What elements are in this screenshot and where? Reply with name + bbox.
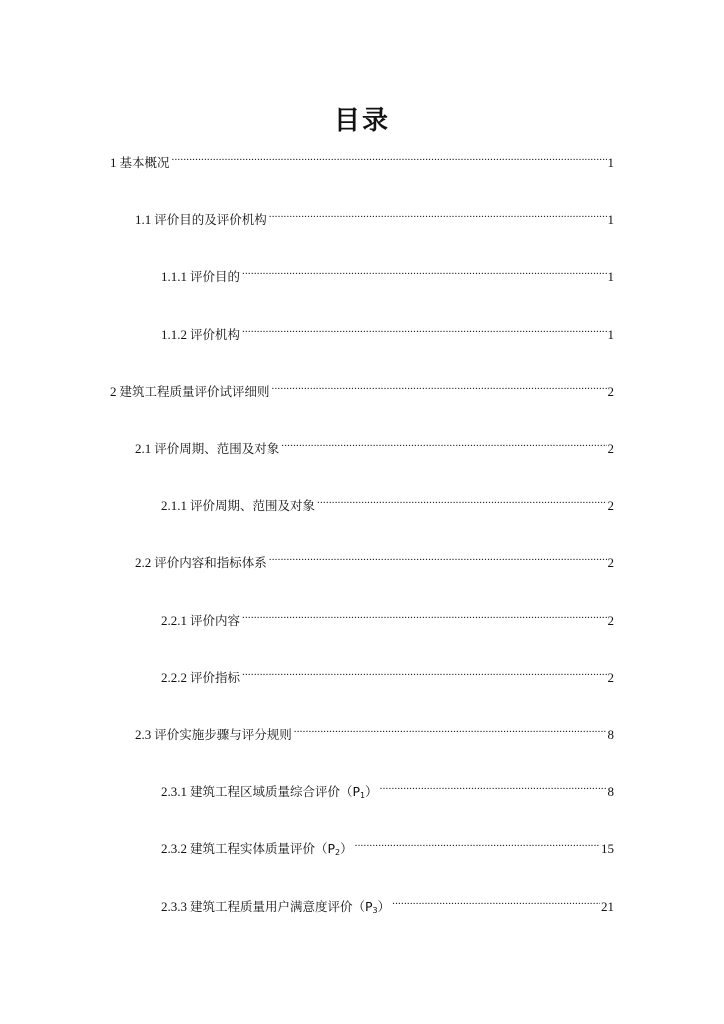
toc-entry-number: 2.1.1: [161, 498, 187, 514]
toc-entry[interactable]: [135, 204, 614, 228]
toc-dot-leader: [272, 376, 607, 396]
toc-entry[interactable]: [110, 147, 614, 170]
toc-dot-leader: [355, 833, 600, 853]
toc-entry[interactable]: [161, 833, 614, 858]
toc-page-number: 2: [607, 498, 614, 514]
toc-entry-suffix: ）: [365, 784, 378, 800]
toc-entry-number: 2.2.1: [161, 612, 187, 628]
toc-page-number: 2: [607, 441, 614, 456]
toc-entry-number: 1.1: [135, 212, 152, 228]
toc-entry-title: 评价周期、范围及对象: [154, 441, 280, 456]
toc-entry-title: 评价内容和指标体系: [154, 555, 267, 571]
toc-entry-number: 2.3.3: [161, 898, 187, 914]
toc-entry-title: 评价指标: [190, 669, 241, 685]
toc-entry-number: 2.3.2: [161, 841, 187, 857]
toc-dot-leader: [242, 662, 606, 682]
toc-page-number: 15: [601, 841, 614, 857]
toc-entry[interactable]: [161, 490, 614, 514]
toc-page-number: 21: [601, 898, 614, 914]
toc-entry-subscript: 3: [372, 905, 378, 915]
toc-page-number: 1: [607, 155, 614, 170]
toc-entry-subscript: 1: [360, 791, 366, 801]
toc-entry-title: 评价内容: [190, 612, 241, 628]
toc-entry[interactable]: [161, 319, 614, 342]
toc-entry-title: 评价实施步骤与评分规则: [154, 727, 292, 742]
toc-entry-number: 2.2: [135, 555, 152, 571]
toc-dot-leader: [242, 319, 606, 339]
toc-entry-number: 2.2.2: [161, 669, 187, 685]
toc-entry-number: 2.3: [135, 727, 152, 742]
toc-entry-number: 1: [110, 155, 117, 170]
toc-entry-number: 2.1: [135, 441, 152, 456]
toc-dot-leader: [242, 605, 606, 625]
toc-entry[interactable]: [135, 547, 614, 571]
toc-entry-number: 2.3.1: [161, 784, 187, 800]
toc-entry[interactable]: [110, 376, 614, 399]
toc-title: 目录: [333, 106, 390, 136]
toc-entry-number: 1.1.1: [161, 269, 187, 285]
toc-page-number: 1: [607, 326, 614, 342]
toc-entry-title: 评价机构: [190, 326, 241, 342]
toc-entry-number: 2: [110, 383, 117, 399]
toc-entry-subscript: 2: [335, 848, 341, 858]
toc-entry[interactable]: [161, 662, 614, 685]
toc-page-number: 8: [607, 727, 614, 742]
toc-entry-number: 1.1.2: [161, 326, 187, 342]
toc-page-number: 2: [607, 555, 614, 571]
toc-entry-title: 建筑工程区域质量综合评价$(P_1)$: [190, 784, 378, 801]
toc-entry-title: 评价目的: [190, 269, 241, 285]
toc-page-number: 1: [607, 212, 614, 228]
toc-page-number: 8: [607, 784, 614, 800]
toc-dot-leader: [392, 891, 600, 911]
toc-entry-title: 评价周期、范围及对象: [190, 498, 316, 514]
toc-page-number: 2: [607, 612, 614, 628]
toc-page-number: 1: [607, 269, 614, 285]
toc-entry[interactable]: [161, 605, 614, 628]
toc-entry[interactable]: [135, 719, 614, 742]
toc-entry-title: 建筑工程实体质量评价$(P_2)$: [190, 841, 353, 858]
toc-entry-title: 建筑工程质量评价试评细则: [119, 383, 270, 399]
toc-entry[interactable]: [161, 776, 614, 801]
toc-entry-title: 建筑工程质量用户满意度评价$(P_3)$: [190, 898, 391, 915]
toc-entry-title: 评价目的及评价机构: [154, 212, 267, 228]
toc-page-number: 2: [607, 383, 614, 399]
toc-entry-suffix: ）: [377, 898, 391, 914]
toc-entry[interactable]: [161, 261, 614, 285]
toc-dot-leader: [380, 776, 607, 796]
toc-dot-leader: [317, 490, 606, 510]
toc-entry[interactable]: [135, 433, 614, 456]
toc-dot-leader: [172, 147, 607, 167]
toc-dot-leader: [294, 719, 607, 739]
toc-dot-leader: [281, 433, 606, 453]
toc-entry-title: 基本概况: [119, 155, 170, 170]
toc-dot-leader: [269, 204, 607, 224]
toc-page-number: 2: [607, 669, 614, 685]
toc-dot-leader: [269, 547, 607, 567]
toc-entry-suffix: ）: [340, 841, 353, 857]
toc-entry[interactable]: [161, 891, 614, 915]
toc-dot-leader: [242, 261, 606, 281]
